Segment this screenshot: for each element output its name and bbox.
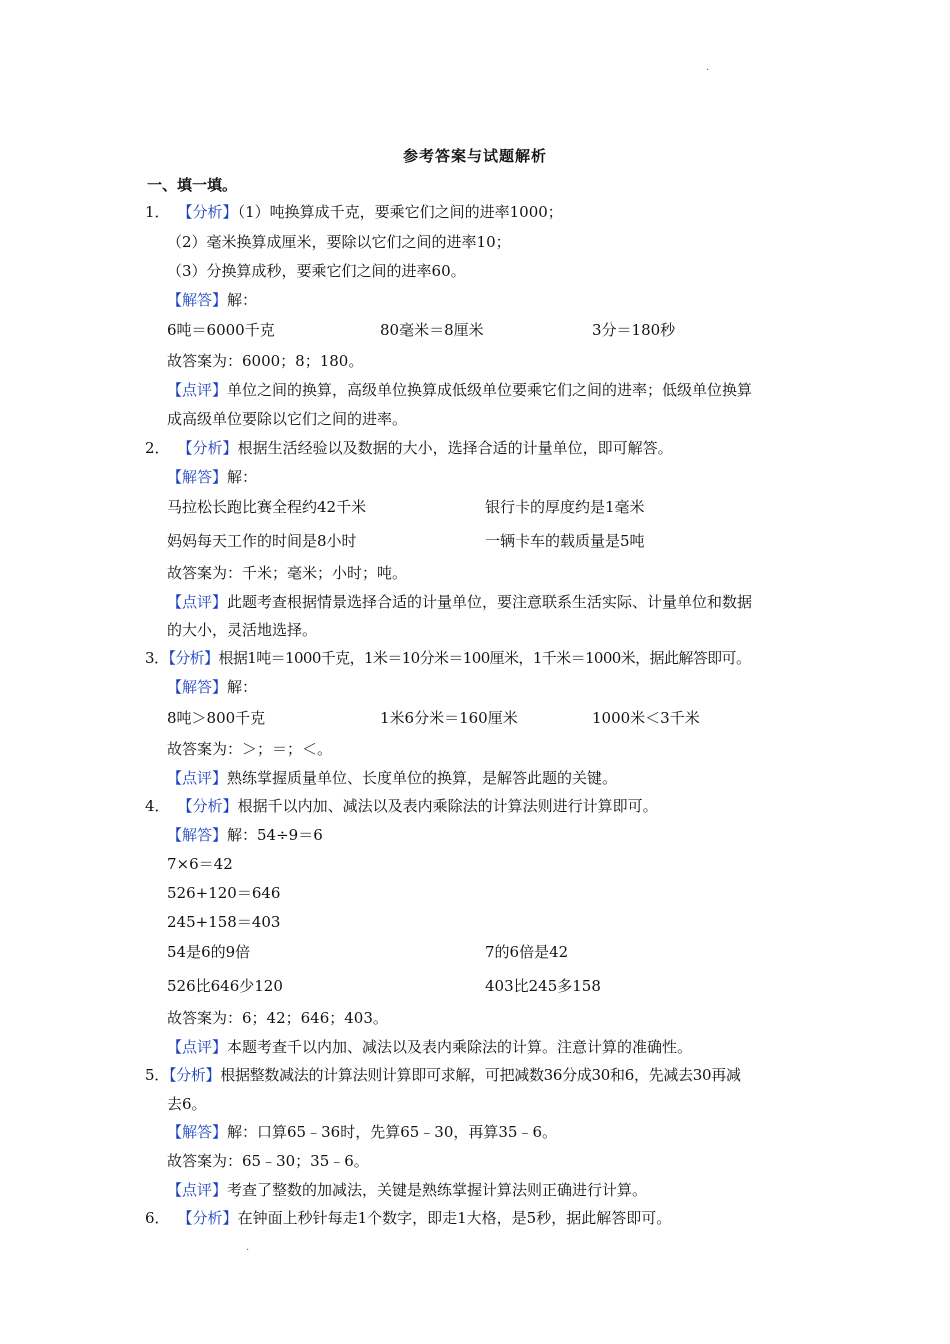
q3-analysis-line	[145, 648, 750, 668]
q3-analysis-tag: 【分析】	[168, 649, 219, 667]
q2-solve-line	[167, 467, 257, 487]
q4-analysis-tag: 【分析】	[177, 797, 238, 815]
q2-analysis-tag: 【分析】	[177, 439, 238, 457]
q5-comment: 考查了整数的加减法，关键是熟练掌握计算法则正确进行计算。	[227, 1181, 648, 1199]
q3-comment-tag: 【点评】	[167, 769, 228, 787]
q2-solve-tag: 【解答】	[167, 468, 228, 486]
q1-comment-tag: 【点评】	[167, 381, 228, 399]
q5-solve-line	[167, 1122, 557, 1142]
q4-solve: 解：54÷9＝6	[227, 826, 323, 844]
q1-solve-tag: 【解答】	[167, 291, 228, 309]
q6-analysis: 在钟面上秒针每走1个数字，即走1大格，是5秒，据此解答即可。	[237, 1209, 672, 1227]
q3-answer: 故答案为：＞；＝；＜。	[167, 740, 333, 758]
q4-solve-line	[167, 825, 323, 845]
q1-comment-1: 单位之间的换算，高级单位换算成低级单位要乘它们之间的进率；低级单位换算	[227, 381, 753, 399]
q2-answer: 故答案为：千米；毫米；小时；吨。	[167, 564, 408, 582]
q2-number: 2．	[145, 439, 170, 457]
q5-analysis-tag: 【分析】	[168, 1066, 221, 1084]
page-title: 参考答案与试题解析	[402, 147, 547, 165]
q4-comment-tag: 【点评】	[167, 1038, 228, 1056]
q2-analysis: 根据生活经验以及数据的大小，选择合适的计量单位，即可解答。	[237, 439, 673, 457]
section-heading: 一、填一填。	[147, 176, 238, 194]
q4-result-2: 7的6倍是42	[485, 943, 569, 961]
q4-result-1: 54是6的9倍	[167, 943, 251, 961]
q3-result-1: 8吨＞800千克	[167, 709, 266, 727]
q5-analysis-1: 根据整数减法的计算法则计算即可求解，可把减数36分成30和6，先减去30再减	[220, 1066, 741, 1084]
header-dot: .	[706, 62, 710, 73]
q2-comment-tag: 【点评】	[167, 593, 228, 611]
q1-analysis-tag: 【分析】	[177, 203, 238, 221]
q2-comment-line	[167, 592, 752, 612]
q5-comment-line	[167, 1180, 647, 1200]
q2-result-4: 一辆卡车的载质量是5吨	[485, 532, 645, 550]
q2-solve: 解：	[227, 468, 258, 486]
q2-result-3: 妈妈每天工作的时间是8小时	[167, 532, 357, 550]
q1-analysis-2: （2）毫米换算成厘米，要除以它们之间的进率10；	[167, 233, 511, 251]
q5-number: 5．	[145, 1066, 169, 1084]
q2-comment-1: 此题考查根据情景选择合适的计量单位，要注意联系生活实际、计量单位和数据	[227, 593, 753, 611]
q4-calc-3: 245+158＝403	[167, 913, 281, 931]
q3-analysis: 根据1吨＝1000千克，1米＝10分米＝100厘米，1千米＝1000米，据此解答即可。	[218, 649, 751, 667]
q1-result-1: 6吨＝6000千克	[167, 321, 275, 339]
q4-answer: 故答案为：6；42；646；403。	[167, 1009, 388, 1027]
q4-number: 4．	[145, 797, 170, 815]
q4-comment: 本题考查千以内加、减法以及表内乘除法的计算。注意计算的准确性。	[227, 1038, 693, 1056]
q4-calc-2: 526+120＝646	[167, 884, 281, 902]
footer-dot: .	[246, 1242, 250, 1253]
q5-solve-tag: 【解答】	[167, 1123, 228, 1141]
q1-result-2: 80毫米＝8厘米	[380, 321, 484, 339]
q5-analysis-line	[145, 1065, 741, 1085]
q1-number: 1．	[145, 203, 170, 221]
q1-comment-2: 成高级单位要除以它们之间的进率。	[167, 410, 408, 428]
q3-solve-tag: 【解答】	[167, 678, 228, 696]
q3-result-2: 1米6分米＝160厘米	[380, 709, 518, 727]
q4-calc-1: 7×6＝42	[167, 855, 233, 873]
q6-analysis-line	[145, 1208, 671, 1228]
q4-analysis-line	[145, 796, 658, 816]
q5-comment-tag: 【点评】	[167, 1181, 228, 1199]
q2-result-2: 银行卡的厚度约是1毫米	[485, 498, 645, 516]
q5-solve: 解：口算65﹣36时，先算65﹣30，再算35﹣6。	[227, 1123, 557, 1141]
q1-analysis-1: （1）吨换算成千克，要乘它们之间的进率1000；	[237, 203, 563, 221]
q3-comment: 熟练掌握质量单位、长度单位的换算，是解答此题的关键。	[227, 769, 618, 787]
q2-result-1: 马拉松长跑比赛全程约42千米	[167, 498, 367, 516]
q4-result-4: 403比245多158	[485, 977, 601, 995]
q1-answer: 故答案为：6000；8；180。	[167, 352, 364, 370]
q4-result-3: 526比646少120	[167, 977, 283, 995]
q4-solve-tag: 【解答】	[167, 826, 228, 844]
q3-result-3: 1000米＜3千米	[592, 709, 700, 727]
q1-comment-line	[167, 380, 752, 400]
q1-solve: 解：	[227, 291, 258, 309]
q6-number: 6．	[145, 1209, 170, 1227]
q1-result-3: 3分＝180秒	[592, 321, 676, 339]
q4-analysis: 根据千以内加、减法以及表内乘除法的计算法则进行计算即可。	[237, 797, 658, 815]
q1-solve-line	[167, 290, 257, 310]
q1-analysis-3: （3）分换算成秒，要乘它们之间的进率60。	[167, 262, 466, 280]
q1-analysis-line	[145, 202, 563, 222]
q2-analysis-line	[145, 438, 673, 458]
q5-analysis-2: 去6。	[167, 1095, 207, 1113]
q3-solve-line	[167, 677, 257, 697]
q6-analysis-tag: 【分析】	[177, 1209, 238, 1227]
q3-number: 3．	[145, 649, 169, 667]
q2-comment-2: 的大小，灵活地选择。	[167, 621, 318, 639]
q5-answer: 故答案为：65﹣30；35﹣6。	[167, 1152, 369, 1170]
q3-solve: 解：	[227, 678, 258, 696]
q3-comment-line	[167, 768, 617, 788]
q4-comment-line	[167, 1037, 692, 1057]
